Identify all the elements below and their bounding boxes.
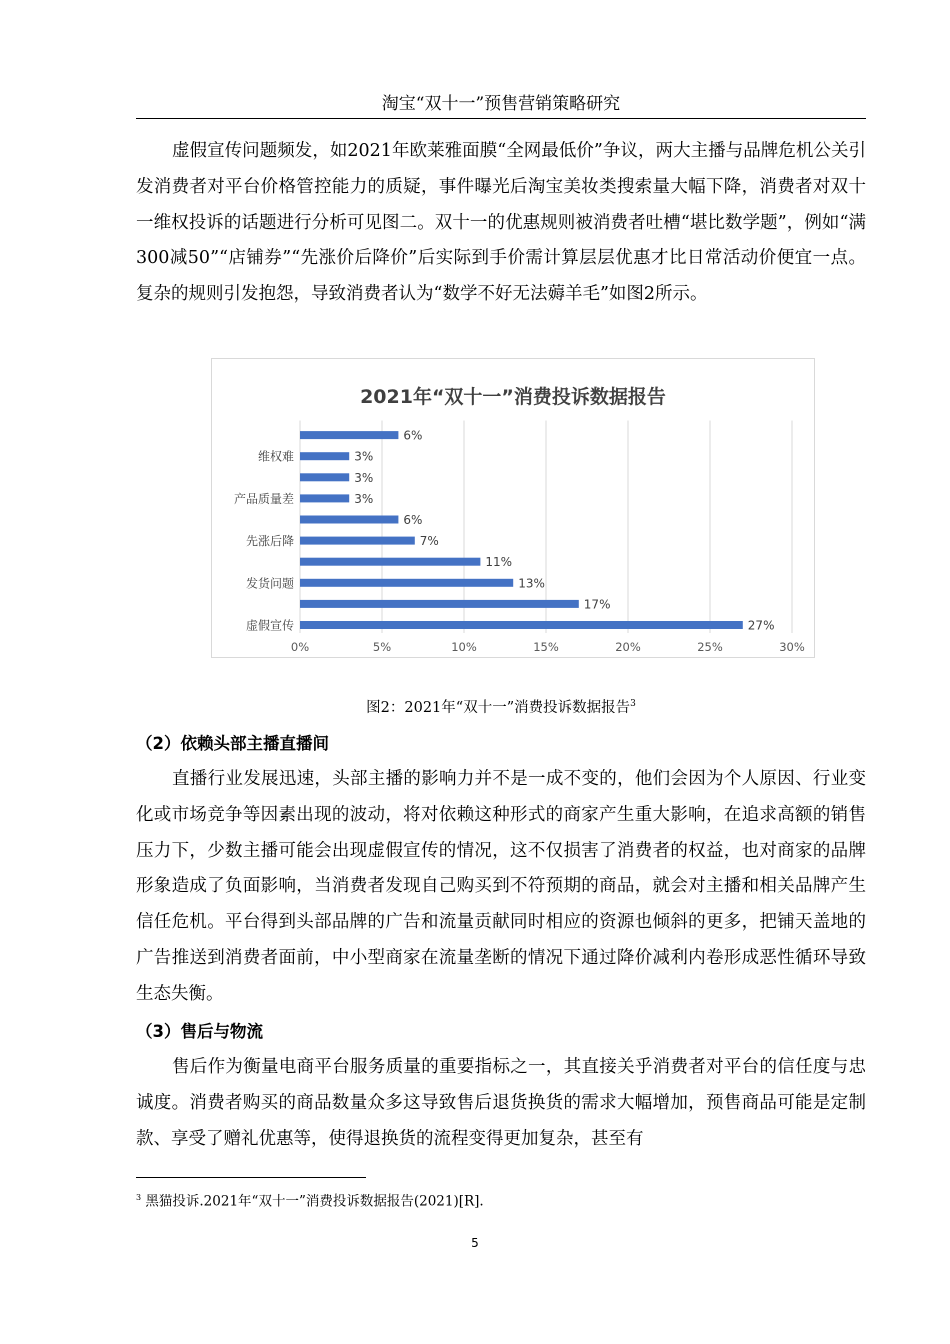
bar — [300, 600, 579, 608]
caption-footnote-ref: 3 — [630, 699, 636, 709]
bar-value-label: 13% — [518, 576, 545, 591]
category-label: 虚假宣传 — [245, 618, 294, 633]
complaint-chart — [211, 358, 815, 658]
x-tick-label: 0% — [290, 640, 310, 654]
x-tick-label: 15% — [533, 640, 559, 654]
complaint-chart-svg — [212, 359, 814, 657]
category-label: 发货问题 — [245, 576, 294, 591]
bar — [300, 431, 398, 439]
bar-value-label: 3% — [354, 470, 374, 485]
x-tick-label: 5% — [372, 640, 392, 654]
paragraph-anchor-reliance: 直播行业发展迅速，头部主播的影响力并不是一成不变的，他们会因为个人原因、行业变化或市场竞争等因素出现的波动，将对依赖这种形式的商家产生重大影响，在追求高额的销售压力下，少数主播可能会出现虚假宣传的情况，这不仅损害了消费者的权益，也对商家的品牌形象造成了负面影响，当消费者发现自己购买到不符预期的商品，就会对主播和相关品牌产生信任危机。平台得到头部品牌的广告和流量贡献同时相应的资源也倾斜的更多，把铺天盖地的广告推送到消费者面前，中小型商家在流量垄断的情况下通过降价减利内卷形成恶性循环导致生态失衡。 — [136, 769, 866, 1004]
bar-value-label: 17% — [583, 597, 611, 612]
footnote-mark: 3 — [136, 1193, 142, 1202]
footnote-divider — [136, 1177, 366, 1178]
running-header: 淘宝“双十一”预售营销策略研究 — [136, 92, 866, 119]
bar — [300, 537, 415, 545]
bar — [300, 452, 349, 460]
chart-title: 2021年“双十一”消费投诉数据报告 — [360, 386, 666, 408]
bar-value-label: 3% — [354, 491, 374, 506]
category-label: 先涨后降 — [245, 534, 294, 549]
subheading-after-sales: （3）售后与物流 — [136, 1022, 263, 1041]
x-tick-label: 20% — [615, 640, 641, 654]
x-tick-label: 10% — [451, 640, 477, 654]
bar-value-label: 6% — [403, 513, 423, 527]
bar-value-label: 7% — [419, 534, 439, 549]
bar-value-label: 11% — [485, 555, 513, 570]
figure-caption — [136, 694, 866, 718]
bar — [300, 473, 349, 481]
bar-value-label: 6% — [403, 428, 423, 443]
bar-value-label: 27% — [747, 618, 775, 633]
footnote — [136, 1188, 866, 1212]
x-tick-label: 30% — [779, 640, 805, 654]
bar — [300, 558, 480, 566]
bar — [300, 579, 513, 587]
page-number: 5 — [471, 1236, 479, 1250]
x-tick-label: 25% — [697, 640, 723, 654]
category-label: 维权难 — [257, 449, 294, 464]
bar — [300, 621, 743, 629]
bar — [300, 516, 398, 524]
bar-value-label: 3% — [354, 449, 374, 464]
caption-text: 图2：2021年“双十一”消费投诉数据报告 — [366, 699, 631, 716]
bar — [300, 494, 349, 502]
category-label: 产品质量差 — [233, 491, 294, 506]
paragraph-intro: 虚假宣传问题频发，如2021年欧莱雅面膜“全网最低价”争议，两大主播与品牌危机公关引发消费者对平台价格管控能力的质疑，事件曝光后淘宝美妆类搜索量大幅下降，消费者对双十一维权投诉的话题进行分析可见图二。双十一的优惠规则被消费者吐槽“堪比数学题”，例如“满300减50”“店铺券”“先涨价后降价”后实际到手价需计算层层优惠才比日常活动价便宜一点。复杂的规则引发抱怨，导致消费者认为“数学不好无法薅羊毛”如图2所示。 — [136, 141, 866, 305]
paragraph-after-sales: 售后作为衡量电商平台服务质量的重要指标之一，其直接关乎消费者对平台的信任度与忠诚度。消费者购买的商品数量众多这导致售后退货换货的需求大幅增加，预售商品可能是定制款、享受了赠礼优惠等，使得退换货的流程变得更加复杂，甚至有 — [136, 1057, 866, 1149]
footnote-text: 黑猫投诉.2021年“双十一”消费投诉数据报告(2021)[R]. — [145, 1193, 484, 1210]
subheading-anchor-reliance: （2）依赖头部主播直播间 — [136, 734, 329, 753]
